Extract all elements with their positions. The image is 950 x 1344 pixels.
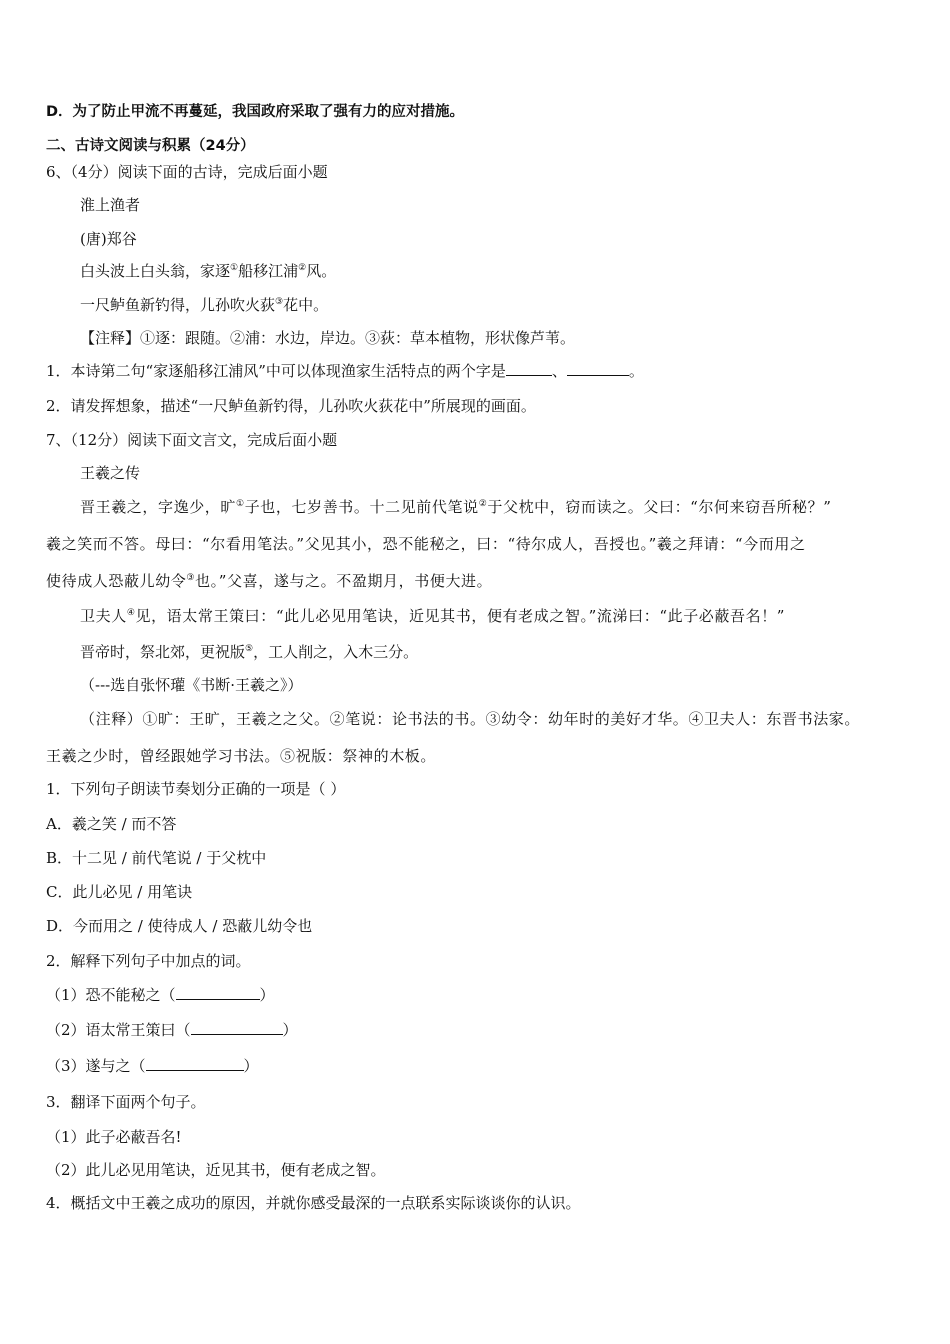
question-7-2: 2．解释下列句子中加点的词。 [46, 952, 251, 970]
note-mark-3: ③ [275, 297, 284, 307]
question-6-1-end: 。 [628, 362, 644, 380]
question-7-3-1: （1）此子必蔽吾名! [46, 1128, 182, 1146]
paragraph-2-part-b: 见，语太常王策曰：“此儿必见用笔诀，近见其书，便有老成之智。”流涕曰：“此子必蔽吾名！” [135, 607, 786, 625]
question-7-2-1-close: ） [259, 986, 275, 1004]
question-7-2-3 [46, 1056, 910, 1076]
note-mark-1: ① [230, 263, 239, 273]
note-mark-2: ② [298, 263, 307, 273]
note-mark-2: ② [478, 499, 488, 509]
paragraph-1-line-1 [80, 497, 910, 517]
note-mark-1: ① [236, 499, 245, 509]
poem-title: 淮上渔者 [80, 196, 141, 214]
answer-blank[interactable] [191, 1020, 283, 1035]
question-7-3-2: （2）此儿必见用笔诀，近见其书，便有老成之智。 [46, 1161, 386, 1179]
poem-line-1 [80, 261, 910, 281]
answer-blank[interactable] [146, 1056, 244, 1071]
question-7-3: 3．翻译下面两个句子。 [46, 1093, 206, 1111]
paragraph-1-part-a: 晋王羲之，字逸少，旷 [80, 498, 237, 516]
question-7-2-1-text: （1）恐不能秘之（ [46, 986, 176, 1004]
paragraph-1-part-b: 子也，七岁善书。十二见前代笔说 [244, 498, 479, 516]
question-7-2-2 [46, 1020, 910, 1040]
question-7-2-2-text: （2）语太常王策曰（ [46, 1021, 191, 1039]
paragraph-1-line-3-part-b: 也。”父喜，遂与之。不盈期月，书便大进。 [195, 572, 493, 590]
paragraph-2 [80, 606, 910, 626]
question-7-4: 4．概括文中王羲之成功的原因，并就你感受最深的一点联系实际谈谈你的认识。 [46, 1194, 581, 1212]
poem-line-1-part-a: 白头波上白头翁，家逐 [80, 262, 231, 280]
section-heading: 二、古诗文阅读与积累（24分） [46, 138, 255, 154]
annotation-line-1: （注释）①旷：王旷，王羲之之父。②笔说：论书法的书。③幼令：幼年时的美好才华。④卫夫人：东晋书法家。 [80, 710, 861, 728]
question-7-2-2-close: ） [282, 1021, 298, 1039]
poem-annotation: 【注释】①逐：跟随。②浦：水边，岸边。③荻：草本植物，形状像芦苇。 [80, 329, 576, 347]
option-d-line: D．为了防止甲流不再蔓延，我国政府采取了强有力的应对措施。 [46, 104, 465, 120]
poem-line-2-part-b: 花中。 [283, 296, 329, 314]
answer-blank[interactable] [506, 361, 552, 376]
paragraph-1-line-3 [46, 571, 910, 591]
question-6-heading: 6、（4分）阅读下面的古诗，完成后面小题 [46, 163, 328, 181]
source-citation: （---选自张怀瓘《书断·王羲之》） [80, 676, 303, 694]
paragraph-1-part-c: 于父枕中，窃而读之。父曰：“尔何来窃吾所秘？” [487, 498, 832, 516]
answer-blank[interactable] [567, 361, 629, 376]
question-7-heading: 7、（12分）阅读下面文言文，完成后面小题 [46, 431, 338, 449]
question-6-1 [46, 361, 910, 381]
question-7-2-1 [46, 985, 910, 1005]
note-mark-4: ④ [126, 608, 136, 618]
option-b: B．十二见 / 前代笔说 / 于父枕中 [46, 849, 267, 867]
note-mark-3: ③ [186, 573, 196, 583]
text-title: 王羲之传 [80, 464, 141, 482]
paragraph-3-part-b: ，工人削之，入木三分。 [253, 643, 419, 661]
question-6-1-text: 1．本诗第二句“家逐船移江浦风”中可以体现渔家生活特点的两个字是 [46, 362, 506, 380]
option-d: D．今而用之 / 使待成人 / 恐蔽儿幼令也 [46, 917, 313, 935]
question-7-2-3-text: （3）遂与之（ [46, 1057, 146, 1075]
answer-blank[interactable] [176, 985, 260, 1000]
option-a: A．羲之笑 / 而不答 [46, 815, 177, 833]
poem-author: (唐)郑谷 [80, 230, 137, 248]
poem-line-1-part-b: 船移江浦 [238, 262, 299, 280]
annotation-line-2: 王羲之少时，曾经跟她学习书法。⑤祝版：祭神的木板。 [46, 747, 437, 765]
option-c: C．此儿必见 / 用笔诀 [46, 883, 193, 901]
paragraph-1-line-2: 羲之笑而不答。母曰：“尔看用笔法。”父见其小，恐不能秘之，曰：“待尔成人，吾授也。”羲之拜请：“今而用之 [46, 535, 806, 553]
paragraph-3-part-a: 晋帝时，祭北郊，更祝版 [80, 643, 246, 661]
note-mark-5: ⑤ [245, 644, 254, 654]
question-7-1: 1．下列句子朗读节奏划分正确的一项是（ ） [46, 780, 346, 798]
paragraph-2-part-a: 卫夫人 [80, 607, 127, 625]
paragraph-3 [80, 642, 910, 662]
poem-line-1-part-c: 风。 [306, 262, 337, 280]
poem-line-2 [80, 295, 910, 315]
question-6-2: 2．请发挥想象，描述“一尺鲈鱼新钓得，儿孙吹火荻花中”所展现的画面。 [46, 397, 536, 415]
question-7-2-3-close: ） [243, 1057, 259, 1075]
question-6-1-separator: 、 [551, 362, 567, 380]
poem-line-2-part-a: 一尺鲈鱼新钓得，儿孙吹火荻 [80, 296, 276, 314]
paragraph-1-line-3-part-a: 使待成人恐蔽儿幼令 [46, 572, 187, 590]
